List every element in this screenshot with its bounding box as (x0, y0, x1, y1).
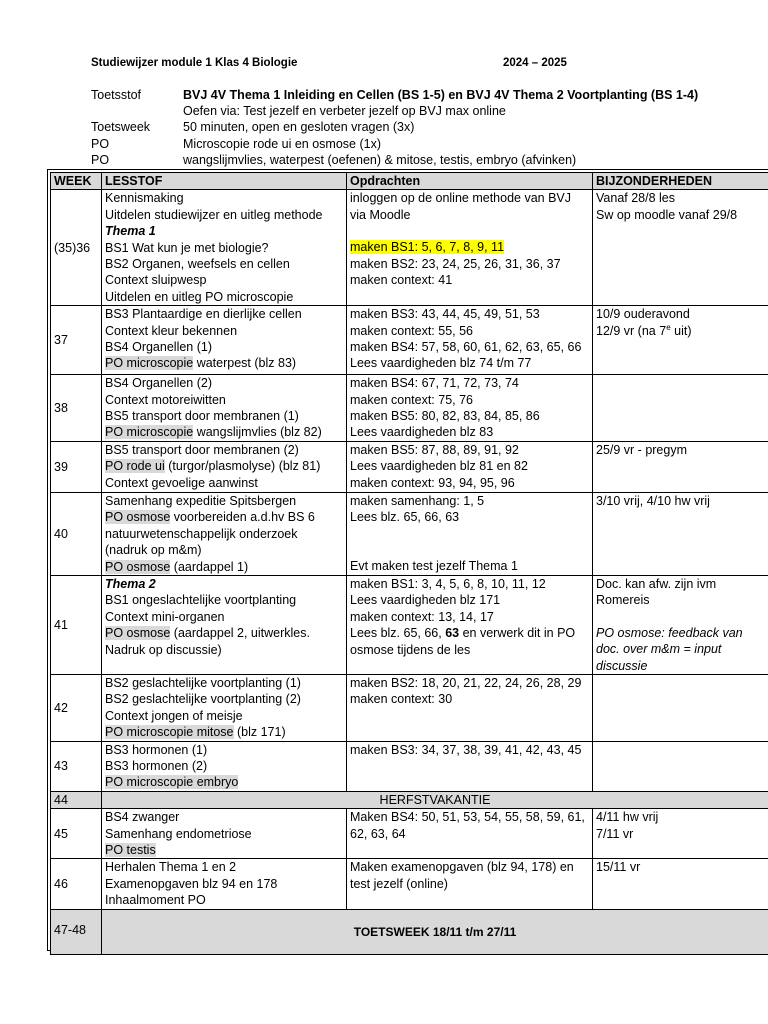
info-block (91, 87, 698, 168)
lesstof-line (105, 625, 343, 658)
opdracht-line: maken samenhang: 1, 5 (350, 493, 485, 508)
po-highlight: PO testis (105, 843, 156, 857)
table-row (51, 190, 768, 306)
lesstof-line (105, 842, 343, 858)
lesstof-cell (102, 441, 347, 492)
info-label: PO (91, 152, 110, 167)
opdracht-line: maken BS1: 3, 4, 5, 6, 8, 10, 11, 12 (350, 576, 546, 591)
opdracht-line: maken context: 41 (350, 273, 453, 288)
lesstof-line (105, 355, 343, 371)
week-cell: 47-48 (51, 910, 102, 955)
week-cell: 41 (51, 575, 102, 674)
opdracht-line: maken BS3: 43, 44, 45, 49, 51, 53 (350, 307, 540, 322)
table-row (51, 492, 768, 575)
opdrachten-cell (347, 741, 593, 791)
week-cell: 45 (51, 809, 102, 859)
opdracht-line: maken BS4: 57, 58, 60, 61, 62, 63, 65, 66 (350, 340, 582, 355)
opdracht-line: maken BS5: 80, 82, 83, 84, 85, 86 (350, 409, 540, 424)
opdracht-line: Lees vaardigheden blz 74 t/m 77 (350, 356, 532, 371)
lesstof-line (105, 509, 343, 558)
week-cell: (35)36 (51, 190, 102, 306)
opdracht-line: maken BS4: 67, 71, 72, 73, 74 (350, 376, 519, 391)
lesstof-line: Context gevoelige aanwinst (105, 475, 258, 490)
opdracht-line: Lees blz. 65, 66, 63 (350, 510, 460, 525)
week-cell: 40 (51, 492, 102, 575)
lesstof-cell (102, 674, 347, 741)
lesstof-cell (102, 492, 347, 575)
lesstof-line: BS3 Plantaardige en dierlijke cellen (105, 307, 302, 322)
bijz-sup: e (666, 322, 671, 332)
info-value: wangslijmvlies, waterpest (oefenen) & mitose, testis, embryo (afvinken) (183, 152, 577, 167)
lesstof-line (105, 424, 343, 440)
opdrachten-cell (347, 306, 593, 375)
po-highlight: PO rode ui (105, 459, 165, 474)
bijzonderheden-cell (593, 492, 768, 575)
lesstof-line: BS2 geslachtelijke voortplanting (1) (105, 675, 301, 690)
lesstof-text: (turgor/plasmolyse) (blz 81) (164, 459, 321, 474)
bijz-line: 15/11 vr (596, 860, 641, 875)
table-row (51, 306, 768, 375)
bijz-text: 12/9 vr (na 7 (596, 323, 667, 338)
lesstof-line: Inhaalmoment PO (105, 893, 206, 908)
bijz-line: 3/10 vrij, 4/10 hw vrij (596, 493, 710, 508)
info-row-toetsweek (91, 119, 698, 135)
bijz-line: 4/11 hw vrij (596, 810, 659, 825)
week-cell: 43 (51, 741, 102, 791)
lesstof-cell (102, 190, 347, 306)
bijz-line: Sw op moodle vanaf 29/8 (596, 207, 738, 222)
week-cell: 44 (51, 791, 102, 808)
lesstof-line: BS1 ongeslachtelijke voortplanting (105, 593, 297, 608)
opdracht-highlight: maken BS1: 5, 6, 7, 8, 9, 11 (350, 240, 505, 255)
lesstof-text: (aardappel 1) (170, 559, 249, 574)
bijzonderheden-cell (593, 809, 768, 859)
exam-week-label: TOETSWEEK 18/11 t/m 27/11 (102, 910, 768, 955)
bijzonderheden-cell (593, 741, 768, 791)
bijzonderheden-cell (593, 190, 768, 306)
week-cell: 39 (51, 441, 102, 492)
lesstof-line: BS5 transport door membranen (1) (105, 409, 299, 424)
bijz-text: uit) (670, 323, 692, 338)
lesstof-text: (blz 171) (233, 725, 286, 740)
opdracht-text: en verwerk dit in PO osmose tijdens de les (350, 626, 576, 657)
opdracht-line: maken context: 55, 56 (350, 323, 473, 338)
opdracht-line: maken context: 93, 94, 95, 96 (350, 475, 515, 490)
info-value: Microscopie rode ui en osmose (1x) (183, 136, 381, 151)
document-title: Studiewijzer module 1 Klas 4 Biologie (91, 57, 298, 69)
lesstof-line: BS5 transport door membranen (2) (105, 442, 299, 457)
opdrachten-cell (347, 492, 593, 575)
lesstof-line: Context mini-organen (105, 609, 225, 624)
po-highlight: PO osmose (105, 626, 171, 641)
opdracht-line: Evt maken test jezelf Thema 1 (350, 558, 518, 573)
table-row (51, 441, 768, 492)
po-highlight: PO microscopie (105, 356, 194, 371)
bijzonderheden-cell (593, 375, 768, 442)
lesstof-line: BS3 hormonen (1) (105, 742, 208, 757)
table-row (51, 375, 768, 442)
po-highlight: PO microscopie mitose (105, 725, 234, 740)
bijz-line: Doc. kan afw. zijn ivm Romereis (596, 576, 717, 608)
lesstof-line (105, 774, 343, 790)
lesstof-line: Context motoreiwitten (105, 392, 226, 407)
vacation-label: HERFSTVAKANTIE (102, 791, 768, 808)
opdracht-line: maken BS3: 34, 37, 38, 39, 41, 42, 43, 45 (350, 742, 582, 757)
lesstof-line: Thema 1 (105, 224, 156, 239)
info-row-toetsstof (91, 87, 698, 103)
info-value: Oefen via: Test jezelf en verbeter jezelf op BVJ max online (183, 104, 506, 119)
opdracht-line: Lees vaardigheden blz 171 (350, 593, 501, 608)
table-row (51, 741, 768, 791)
opdracht-line: inloggen op de online methode van BVJ via Moodle (350, 191, 571, 222)
bijzonderheden-cell (593, 859, 768, 910)
bijzonderheden-cell (593, 674, 768, 741)
opdracht-text: Lees blz. 65, 66, (350, 626, 446, 641)
school-year: 2024 – 2025 (503, 57, 567, 69)
opdracht-line: maken BS5: 87, 88, 89, 91, 92 (350, 442, 519, 457)
info-label: PO (91, 136, 110, 151)
week-cell: 38 (51, 375, 102, 442)
info-row-po-1 (91, 136, 698, 152)
col-header-opdrachten: Opdrachten (347, 173, 593, 190)
lesstof-text: (aardappel 2, uitwerkles. Nadruk op discussie) (105, 626, 310, 657)
lesstof-cell (102, 809, 347, 859)
vacation-row (51, 791, 768, 808)
lesstof-cell (102, 375, 347, 442)
lesstof-line: Context sluipwesp (105, 273, 207, 288)
lesstof-line (105, 724, 343, 740)
opdracht-line: Lees vaardigheden blz 81 en 82 (350, 459, 528, 474)
lesstof-cell (102, 575, 347, 674)
col-header-lesstof: LESSTOF (102, 173, 347, 190)
lesstof-line: Uitdelen studiewijzer en uitleg methode (105, 207, 323, 222)
opdracht-line: Maken BS4: 50, 51, 53, 54, 55, 58, 59, 61, 62, 63, 64 (350, 810, 585, 841)
info-row-po-2 (91, 152, 698, 168)
opdracht-line: maken context: 75, 76 (350, 392, 473, 407)
bijz-line: 7/11 vr (596, 826, 634, 841)
opdracht-line: maken BS2: 18, 20, 21, 22, 24, 26, 28, 29 (350, 675, 582, 690)
bijz-line: PO osmose: feedback van doc. over m&m = input discussie (596, 625, 743, 673)
col-header-week: WEEK (51, 173, 102, 190)
lesstof-line: BS4 Organellen (2) (105, 376, 213, 391)
table-row (51, 859, 768, 910)
bijzonderheden-cell (593, 306, 768, 375)
lesstof-line: Context jongen of meisje (105, 708, 243, 723)
lesstof-line: BS2 geslachtelijke voortplanting (2) (105, 692, 301, 707)
table-row (51, 674, 768, 741)
lesstof-line: BS2 Organen, weefsels en cellen (105, 257, 290, 272)
info-value: BVJ 4V Thema 1 Inleiding en Cellen (BS 1-5) en BVJ 4V Thema 2 Voortplanting (BS 1-4) (183, 88, 699, 102)
bijzonderheden-cell (593, 575, 768, 674)
opdracht-line: maken context: 30 (350, 692, 453, 707)
po-highlight: PO microscopie embryo (105, 775, 239, 790)
week-cell: 37 (51, 306, 102, 375)
opdrachten-cell (347, 859, 593, 910)
info-label (91, 103, 183, 119)
opdracht-line: maken context: 13, 14, 17 (350, 609, 494, 624)
po-highlight: PO microscopie (105, 425, 194, 440)
lesstof-line (105, 559, 343, 575)
opdrachten-cell (347, 375, 593, 442)
lesstof-text: waterpest (blz 83) (193, 356, 297, 371)
po-highlight: PO osmose (105, 510, 171, 525)
lesstof-line: Uitdelen en uitleg PO microscopie (105, 289, 294, 304)
info-label: Toetsstof (91, 88, 142, 102)
lesstof-line: Context kleur bekennen (105, 323, 238, 338)
bijz-line: 10/9 ouderavond (596, 307, 690, 322)
bijz-line: 25/9 vr - pregym (596, 442, 688, 457)
table-row (51, 575, 768, 674)
opdracht-line: Maken examenopgaven (blz 94, 178) en test jezelf (online) (350, 860, 574, 891)
lesstof-line: BS4 zwanger (105, 810, 180, 825)
lesstof-line: Samenhang expeditie Spitsbergen (105, 493, 297, 508)
lesstof-line: Kennismaking (105, 191, 184, 206)
lesstof-line: BS1 Wat kun je met biologie? (105, 240, 269, 255)
schedule-table (50, 172, 768, 955)
bijz-line: Vanaf 28/8 les (596, 191, 675, 206)
opdrachten-cell (347, 441, 593, 492)
lesstof-line: Examenopgaven blz 94 en 178 (105, 876, 278, 891)
info-label: Toetsweek (91, 120, 151, 135)
lesstof-text: wangslijmvlies (blz 82) (193, 425, 322, 440)
lesstof-line: Samenhang endometriose (105, 826, 252, 841)
lesstof-line: Thema 2 (105, 576, 156, 591)
info-value: 50 minuten, open en gesloten vragen (3x) (183, 120, 415, 135)
exam-week-row (51, 910, 768, 955)
po-highlight: PO osmose (105, 559, 171, 574)
opdracht-bold: 63 (445, 626, 460, 641)
week-cell: 46 (51, 859, 102, 910)
col-header-bijzonderheden: BIJZONDERHEDEN (593, 173, 768, 190)
bijz-line (596, 323, 765, 339)
table-row (51, 809, 768, 859)
lesstof-cell (102, 306, 347, 375)
lesstof-cell (102, 859, 347, 910)
opdrachten-cell (347, 674, 593, 741)
opdracht-line (350, 625, 589, 658)
lesstof-line: Herhalen Thema 1 en 2 (105, 860, 237, 875)
lesstof-line: BS4 Organellen (1) (105, 340, 213, 355)
lesstof-cell (102, 741, 347, 791)
bijzonderheden-cell (593, 441, 768, 492)
table-header-row (51, 173, 768, 190)
opdrachten-cell (347, 809, 593, 859)
week-cell: 42 (51, 674, 102, 741)
opdracht-line: Lees vaardigheden blz 83 (350, 425, 494, 440)
info-row-oefen (91, 103, 698, 119)
opdrachten-cell (347, 575, 593, 674)
lesstof-text: voorbereiden a.d.hv BS 6 natuurwetenschappelijk onderzoek (nadruk op m&m) (105, 510, 315, 558)
lesstof-line: BS3 hormonen (2) (105, 758, 208, 773)
opdracht-line: maken BS2: 23, 24, 25, 26, 31, 36, 37 (350, 256, 561, 271)
opdrachten-cell (347, 190, 593, 306)
lesstof-line (105, 458, 343, 474)
